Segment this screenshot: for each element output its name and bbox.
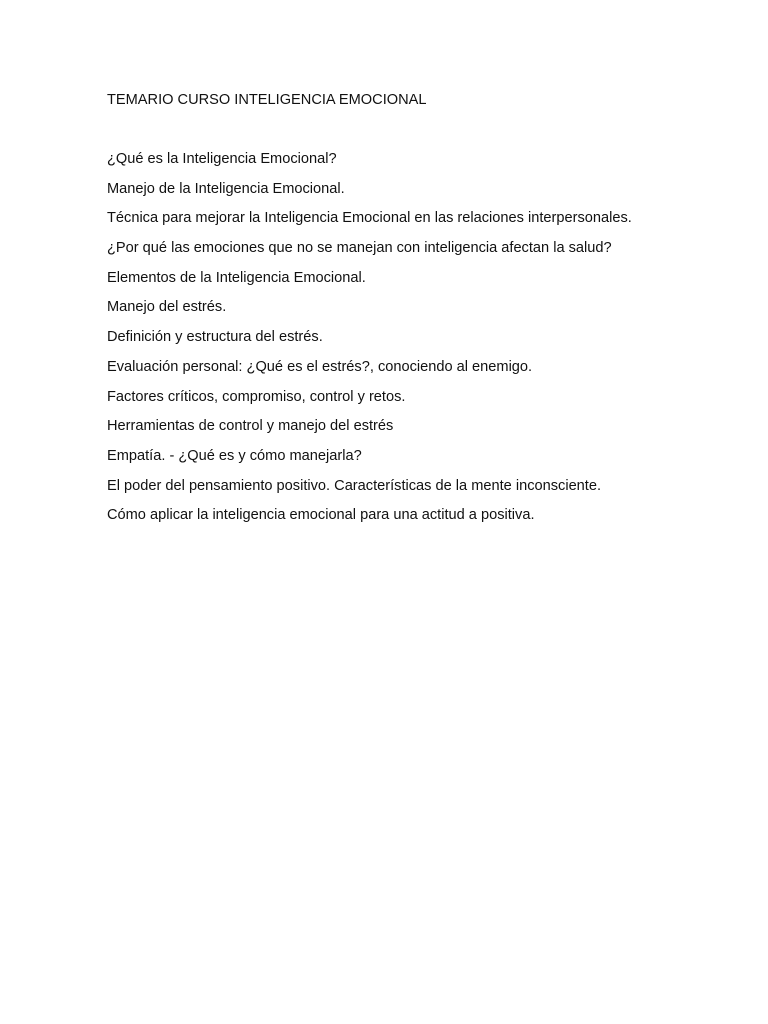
document-title: TEMARIO CURSO INTELIGENCIA EMOCIONAL [107, 92, 427, 108]
topic-item: Manejo del estrés. [107, 299, 227, 316]
topic-item: El poder del pensamiento positivo. Características de la mente inconsciente. [107, 477, 602, 494]
topic-item: ¿Por qué las emociones que no se manejan con inteligencia afectan la salud? [107, 240, 612, 257]
topic-item: Factores críticos, compromiso, control y retos. [107, 388, 406, 405]
topic-item: Herramientas de control y manejo del estrés [107, 418, 394, 435]
topic-item: Empatía. - ¿Qué es y cómo manejarla? [107, 447, 362, 464]
topic-item: ¿Qué es la Inteligencia Emocional? [107, 151, 337, 167]
topic-item: Definición y estructura del estrés. [107, 329, 323, 346]
topic-list [107, 150, 632, 536]
topic-item: Manejo de la Inteligencia Emocional. [107, 180, 345, 197]
topic-item: Elementos de la Inteligencia Emocional. [107, 269, 366, 286]
topic-item: Evaluación personal: ¿Qué es el estrés?, conociendo al enemigo. [107, 358, 533, 375]
topic-item: Cómo aplicar la inteligencia emocional para una actitud a positiva. [107, 507, 535, 524]
topic-item: Técnica para mejorar la Inteligencia Emocional en las relaciones interpersonales. [107, 210, 632, 227]
